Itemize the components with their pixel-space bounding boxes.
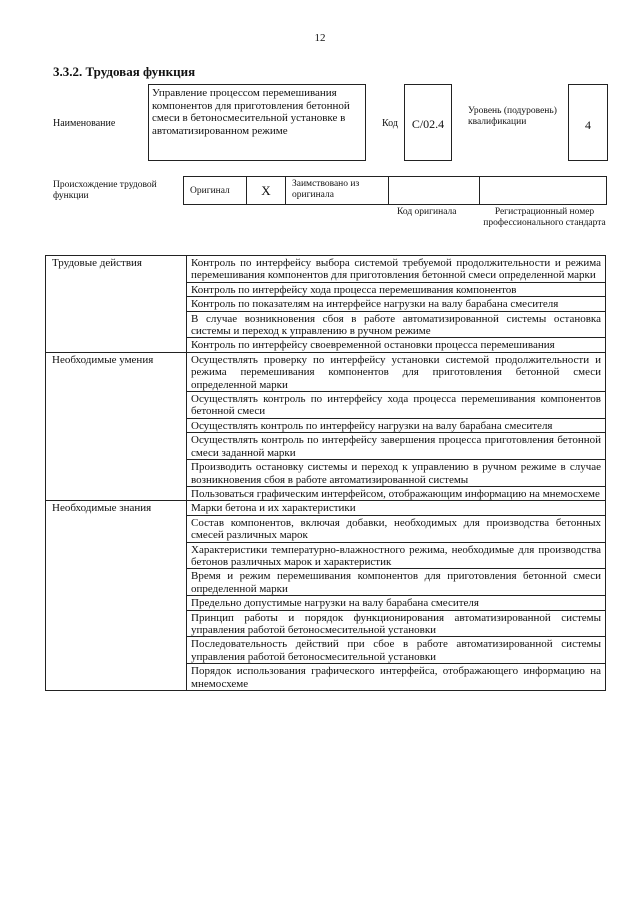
list-item: Предельно допустимые нагрузки на валу барабана смесителя bbox=[187, 596, 606, 610]
section-title-actions: Трудовые действия bbox=[46, 256, 187, 353]
list-item: Производить остановку системы и переход к управлению в ручном режиме в случае возникновения сбоя в работе автоматизированной системы bbox=[187, 460, 606, 487]
section-title: 3.3.2. Трудовая функция bbox=[53, 64, 196, 79]
table-row bbox=[46, 501, 606, 515]
functions-table bbox=[45, 255, 606, 691]
list-item: Порядок использования графического интерфейса, отображающего информацию на мнемосхеме bbox=[187, 664, 606, 691]
list-item: Принцип работы и порядок функционирования автоматизированной системы управления работой бетоносмесительной установки bbox=[187, 610, 606, 637]
list-item: Последовательность действий при сбое в работе автоматизированной системы управления работой бетоносмесительной установки bbox=[187, 637, 606, 664]
list-item: Осуществлять контроль по интерфейсу нагрузки на валу барабана смесителя bbox=[187, 418, 606, 432]
list-item: Контроль по интерфейсу своевременной остановки процесса перемешивания bbox=[187, 338, 606, 352]
origin-label: Происхождение трудовой функции bbox=[53, 180, 157, 201]
list-item: Марки бетона и их характеристики bbox=[187, 501, 606, 515]
name-label: Наименование bbox=[53, 118, 116, 129]
list-item: Контроль по интерфейсу выбора системой требуемой продолжительности и режима перемешивания компонентов для приготовления бетонной смеси определенной марки bbox=[187, 256, 606, 283]
table-row bbox=[46, 256, 606, 283]
level-value: 4 bbox=[585, 118, 591, 132]
list-item: Состав компонентов, включая добавки, необходимых для производства бетонных смесей различных марок bbox=[187, 515, 606, 542]
name-value: Управление процессом перемешивания компонентов для приготовления бетонной смеси в бетоносмесительной установке в автоматизированном режиме bbox=[152, 87, 350, 137]
list-item: Характеристики температурно-влажностного режима, необходимые для производства бетонов различных марок и характеристик bbox=[187, 542, 606, 569]
original-mark: X bbox=[261, 183, 271, 198]
code-value: С/02.4 bbox=[411, 117, 445, 131]
table-row bbox=[46, 352, 606, 391]
list-item: Время и режим перемешивания компонентов для приготовления бетонной смеси определенной марки bbox=[187, 569, 606, 596]
list-item: Осуществлять контроль по интерфейсу хода процесса перемешивания компонентов бетонной смеси bbox=[187, 392, 606, 419]
origin-divider-2 bbox=[388, 176, 480, 205]
section-title-knowledge: Необходимые знания bbox=[46, 501, 187, 691]
code-label: Код bbox=[382, 118, 398, 129]
reg-number-caption: Регистрационный номер профессионального стандарта bbox=[483, 207, 606, 228]
page-number: 12 bbox=[314, 32, 326, 44]
borrowed-label: Заимствовано из оригинала bbox=[292, 179, 360, 200]
list-item: Осуществлять контроль по интерфейсу завершения процесса приготовления бетонной смеси заданной марки bbox=[187, 433, 606, 460]
code-original-caption: Код оригинала bbox=[397, 207, 457, 217]
list-item: Пользоваться графическим интерфейсом, отображающим информацию на мнемосхеме bbox=[187, 486, 606, 500]
name-value-box bbox=[148, 84, 366, 161]
code-value-box bbox=[404, 84, 452, 161]
list-item: Контроль по интерфейсу хода процесса перемешивания компонентов bbox=[187, 282, 606, 296]
list-item: В случае возникновения сбоя в работе автоматизированной системы остановка системы и переход к управлению в ручном режиме bbox=[187, 311, 606, 338]
level-value-box bbox=[568, 84, 608, 161]
list-item: Осуществлять проверку по интерфейсу установки системой продолжительности и режима перемешивания компонентов для приготовления бетонной смеси определенной марки bbox=[187, 352, 606, 391]
original-label: Оригинал bbox=[190, 186, 230, 196]
section-title-skills: Необходимые умения bbox=[46, 352, 187, 500]
level-label: Уровень (подуровень) квалификации bbox=[468, 106, 557, 127]
list-item: Контроль по показателям на интерфейсе нагрузки на валу барабана смесителя bbox=[187, 297, 606, 311]
